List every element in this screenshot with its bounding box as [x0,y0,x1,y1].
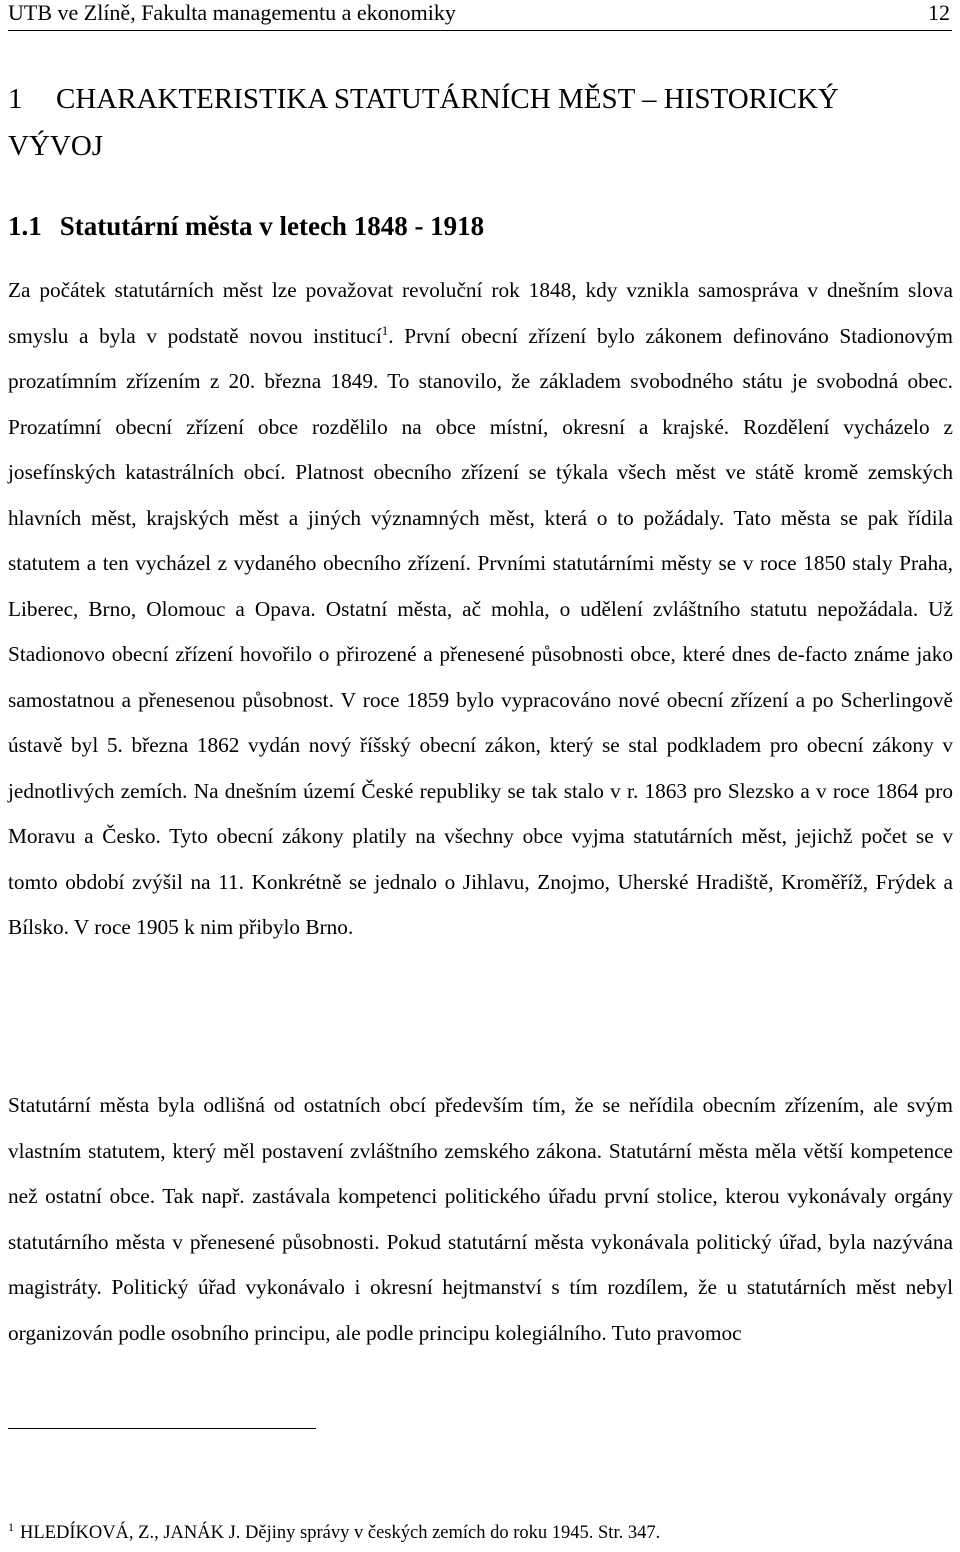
paragraph-2: Statutární města byla odlišná od ostatních obcí především tím, že se neřídila obecním zřízením, ale svým vlastním statutem, který měl postavení zvláštního zemského zákona. Statutární města měla větší kompetence než ostatní obce. Tak např. zastávala kompetenci politického úřadu první stolice, kterou vykonávaly orgány statutárního města v přenesené působnosti. Pokud statutární města vykonávala politický úřad, byla nazývána magistráty. Politický úřad vykonávalo i okresní hejtmanství s tím rozdílem, že u statutárních měst nebyl organizován podle osobního principu, ale podle principu kolegiálního. Tuto pravomoc [8,1093,953,1345]
chapter-heading [8,76,938,170]
chapter-number: 1 [8,83,23,115]
footnote-marker: 1 [8,1519,14,1534]
footnote-reference[interactable]: 1 [381,322,389,338]
running-title: UTB ve Zlíně, Fakulta managementu a ekonomiky [8,0,456,25]
section-title: Statutární města v letech 1848 - 1918 [59,211,485,241]
footnote-separator [8,1428,316,1429]
paragraph-1 [8,268,953,951]
footnote [8,1519,661,1544]
page-number: 12 [928,0,950,25]
paragraph-1-text-a: Za počátek statutárních měst lze považovat revoluční rok 1848, kdy vznikla samospráva v dnešním slova smyslu a byla v podstatě novou institucí [8,278,953,348]
chapter-title: CHARAKTERISTIKA STATUTÁRNÍCH MĚST – HISTORICKÝ VÝVOJ [8,83,839,162]
section-heading [8,204,484,248]
running-header [8,0,952,31]
section-number: 1.1 [8,211,42,241]
footnote-text: HLEDÍKOVÁ, Z., JANÁK J. Dějiny správy v českých zemích do roku 1945. Str. 347. [20,1523,661,1543]
paragraph-1-text-b: . První obecní zřízení bylo zákonem definováno Stadionovým prozatímním zřízením z 20. března 1849. To stanovilo, že základem svobodného státu je svobodná obec. Prozatímní obecní zřízení obce rozdělilo na obce místní, okresní a krajské. Rozdělení vycházelo z josefínských katastrálních obcí. Platnost obecního zřízení se týkala všech měst ve státě kromě zemských hlavních měst, krajských měst a jiných významných měst, která o to požádaly. Tato města se pak řídila statutem a ten vycházel z vydaného obecního zřízení. Prvními statutárními městy se v roce 1850 staly Praha, Liberec, Brno, Olomouc a Opava. Ostatní města, ač mohla, o udělení zvláštního statutu nepožádala. Už Stadionovo obecní zřízení hovořilo o přirozené a přenesené působnosti obce, které dnes de-facto známe jako samostatnou a přenesenou působnost. V roce 1859 bylo vypracováno nové obecní zřízení a po Scherlingově ústavě byl 5. března 1862 vydán nový říšský obecní zákon, který se stal podkladem pro obecní zákony v jednotlivých zemích. Na dnešním území České republiky se tak stalo v r. 1863 pro Slezsko a v roce 1864 pro Moravu a Česko. Tyto obecní zákony platily na všechny obce vyjma statutárních měst, jejichž počet se v tomto období zvýšil na 11. Konkrétně se jednalo o Jihlavu, Znojmo, Uherské Hradiště, Kroměříž, Frýdek a Bílsko. V roce 1905 k nim přibylo Brno. [8,323,953,939]
